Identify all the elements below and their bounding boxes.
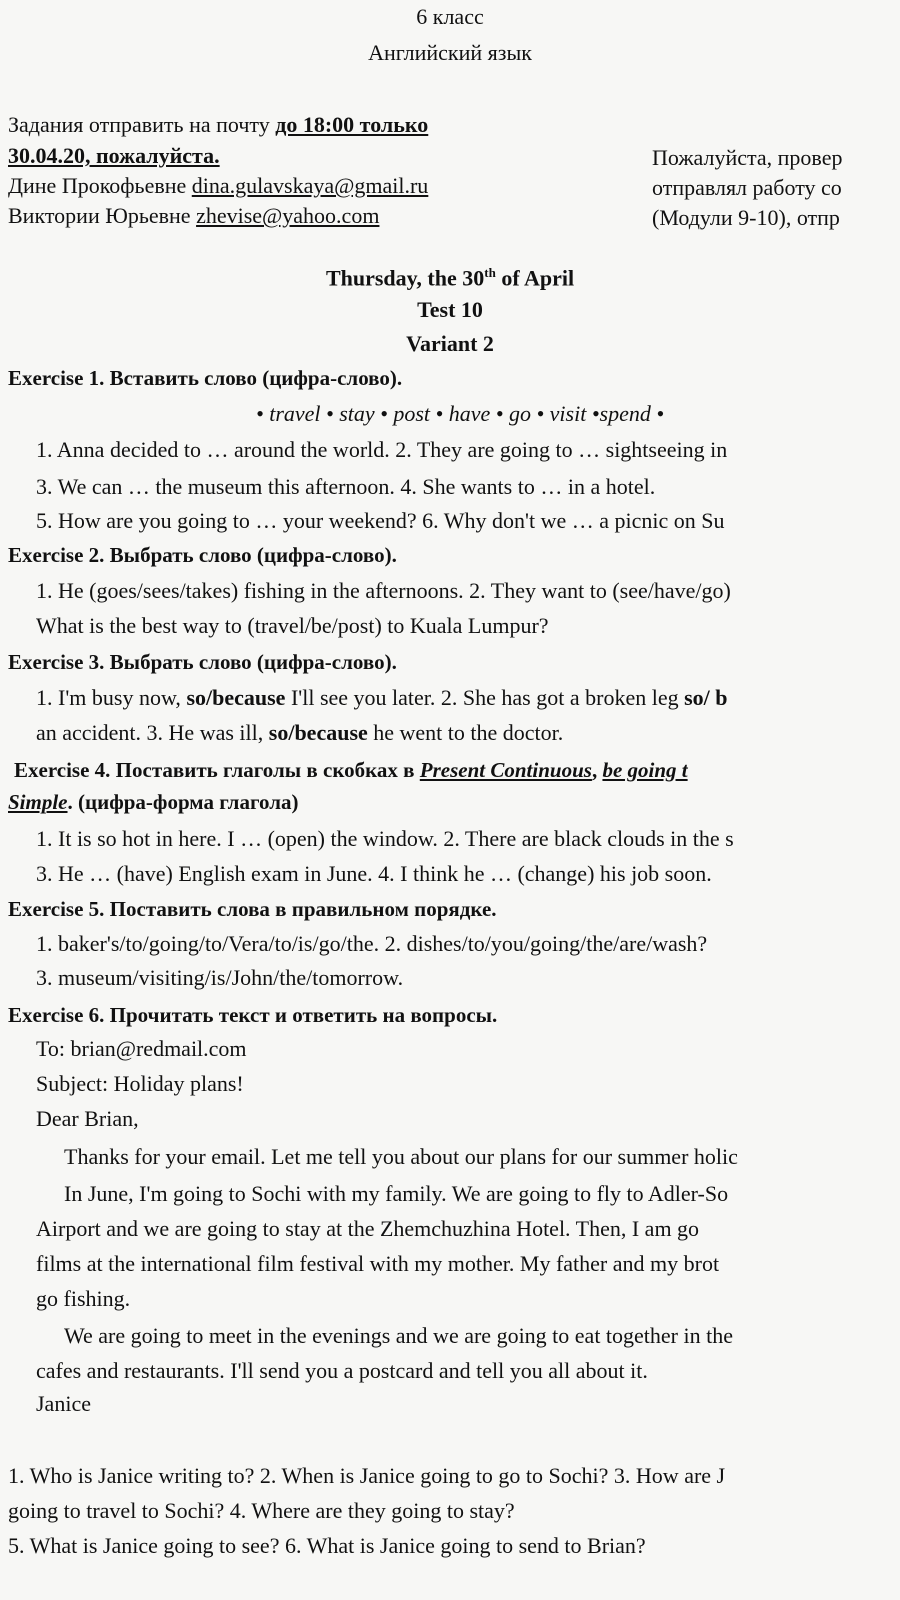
exercise-6-heading: Exercise 6. Прочитать текст и ответить на вопросы. (8, 1003, 498, 1027)
right-note-line-3: (Модули 9-10), отпр (652, 205, 840, 230)
questions-line-3: 5. What is Janice going to see? 6. What is Janice going to send to Brian? (8, 1533, 646, 1558)
exercise-3-choice: so/because (186, 685, 286, 710)
contact-1-email-link[interactable]: dina.gulavskaya@gmail.ru (191, 173, 429, 198)
exercise-1-word-box: • travel • stay • post • have • go • visit •spend • (256, 401, 665, 426)
exercise-1-heading: Exercise 1. Вставить слово (цифра-слово). (8, 366, 403, 390)
exercise-5-heading: Exercise 5. Поставить слова в правильном порядке. (8, 897, 497, 921)
exercise-4-heading (14, 758, 688, 783)
grade-label: 6 класс (416, 4, 484, 29)
instructions-line-1 (8, 112, 428, 138)
exercise-2-line-1: 1. He (goes/sees/takes) fishing in the afternoons. 2. They want to (see/have/go) (36, 578, 731, 603)
test-date (0, 265, 900, 292)
email-paragraph-2-line-3: films at the international film festival with my mother. My father and my brot (36, 1251, 720, 1276)
contact-2-email-link[interactable]: zhevise@yahoo.com (196, 203, 380, 228)
right-note-line-2: отправлял работу со (652, 175, 842, 200)
exercise-3-choice: so/because (268, 720, 368, 745)
test-date-month: of April (495, 265, 575, 291)
instructions-text: Задания отправить на почту (8, 112, 276, 137)
email-greeting: Dear Brian, (36, 1106, 139, 1131)
questions-line-1: 1. Who is Janice writing to? 2. When is Janice going to go to Sochi? 3. How are J (8, 1463, 726, 1488)
exercise-3-text: he went to the doctor. (367, 720, 564, 745)
deadline-date: 30.04.20, пожалуйста. (8, 143, 220, 168)
exercise-3-text: I'll see you later. 2. She has got a broken leg (285, 685, 685, 710)
exercise-2-heading: Exercise 2. Выбрать слово (цифра-слово). (8, 543, 397, 567)
exercise-3-heading: Exercise 3. Выбрать слово (цифра-слово). (8, 650, 397, 674)
email-paragraph-2-line-2: Airport and we are going to stay at the Zhemchuzhina Hotel. Then, I am go (36, 1216, 700, 1241)
email-paragraph-3-line-2: cafes and restaurants. I'll send you a postcard and tell you all about it. (36, 1358, 648, 1383)
email-paragraph-2-line-4: go fishing. (36, 1286, 131, 1311)
exercise-3-line-2 (36, 720, 563, 746)
email-paragraph-1: Thanks for your email. Let me tell you about our plans for our summer holic (64, 1144, 738, 1169)
exercise-3-choice: so/ b (684, 685, 728, 710)
exercise-4-heading-text: Exercise 4. Поставить глаголы в скобках в (14, 758, 420, 782)
exercise-3-line-1 (36, 685, 728, 711)
exercise-3-text: an accident. 3. He was ill, (36, 720, 269, 745)
email-subject: Subject: Holiday plans! (36, 1071, 244, 1096)
contact-2-name: Виктории Юрьевне (8, 203, 197, 228)
contact-1 (8, 173, 428, 199)
exercise-1-line-3: 5. How are you going to … your weekend? 6. Why don't we … a picnic on Su (36, 508, 725, 533)
exercise-5-line-2: 3. museum/visiting/is/John/the/tomorrow. (36, 965, 404, 990)
exercise-4-tense-3: Simple (8, 790, 68, 814)
contact-1-name: Дине Прокофьевне (8, 173, 192, 198)
right-note-line-1: Пожалуйста, провер (652, 145, 843, 170)
email-to: To: brian@redmail.com (36, 1036, 247, 1061)
deadline-text: до 18:00 только (275, 112, 429, 137)
subject-label: Английский язык (368, 40, 532, 65)
test-variant: Variant 2 (406, 331, 494, 356)
test-date-main: Thursday, the 30 (325, 265, 485, 291)
exercise-3-text: 1. I'm busy now, (36, 685, 187, 710)
email-paragraph-2-line-1: In June, I'm going to Sochi with my family. We are going to fly to Adler-So (64, 1181, 729, 1206)
email-paragraph-3-line-1: We are going to meet in the evenings and we are going to eat together in the (64, 1323, 734, 1348)
exercise-4-line-2: 3. He … (have) English exam in June. 4. I think he … (change) his job soon. (36, 861, 712, 886)
exercise-4-tense-2: be going t (602, 758, 688, 782)
exercise-5-line-1: 1. baker's/to/going/to/Vera/to/is/go/the. 2. dishes/to/you/going/the/are/wash? (36, 931, 708, 956)
test-title: Test 10 (417, 297, 483, 322)
contact-2 (8, 203, 379, 229)
exercise-4-heading-text: . (цифра-форма глагола) (67, 790, 299, 814)
exercise-4-line-1: 1. It is so hot in here. I … (open) the window. 2. There are black clouds in the s (36, 826, 734, 851)
questions-line-2: going to travel to Sochi? 4. Where are they going to stay? (8, 1498, 515, 1523)
exercise-2-line-2: What is the best way to (travel/be/post) to Kuala Lumpur? (36, 613, 549, 638)
exercise-1-line-1: 1. Anna decided to … around the world. 2. They are going to … sightseeing in (36, 437, 728, 462)
exercise-1-line-2: 3. We can … the museum this afternoon. 4. She wants to … in a hotel. (36, 474, 656, 499)
exercise-4-heading-cont (8, 790, 298, 815)
email-signature: Janice (36, 1391, 91, 1416)
exercise-4-tense-1: Present Continuous (419, 758, 592, 782)
exercise-4-heading-text: , (591, 758, 603, 782)
test-date-suffix: th (484, 265, 496, 280)
